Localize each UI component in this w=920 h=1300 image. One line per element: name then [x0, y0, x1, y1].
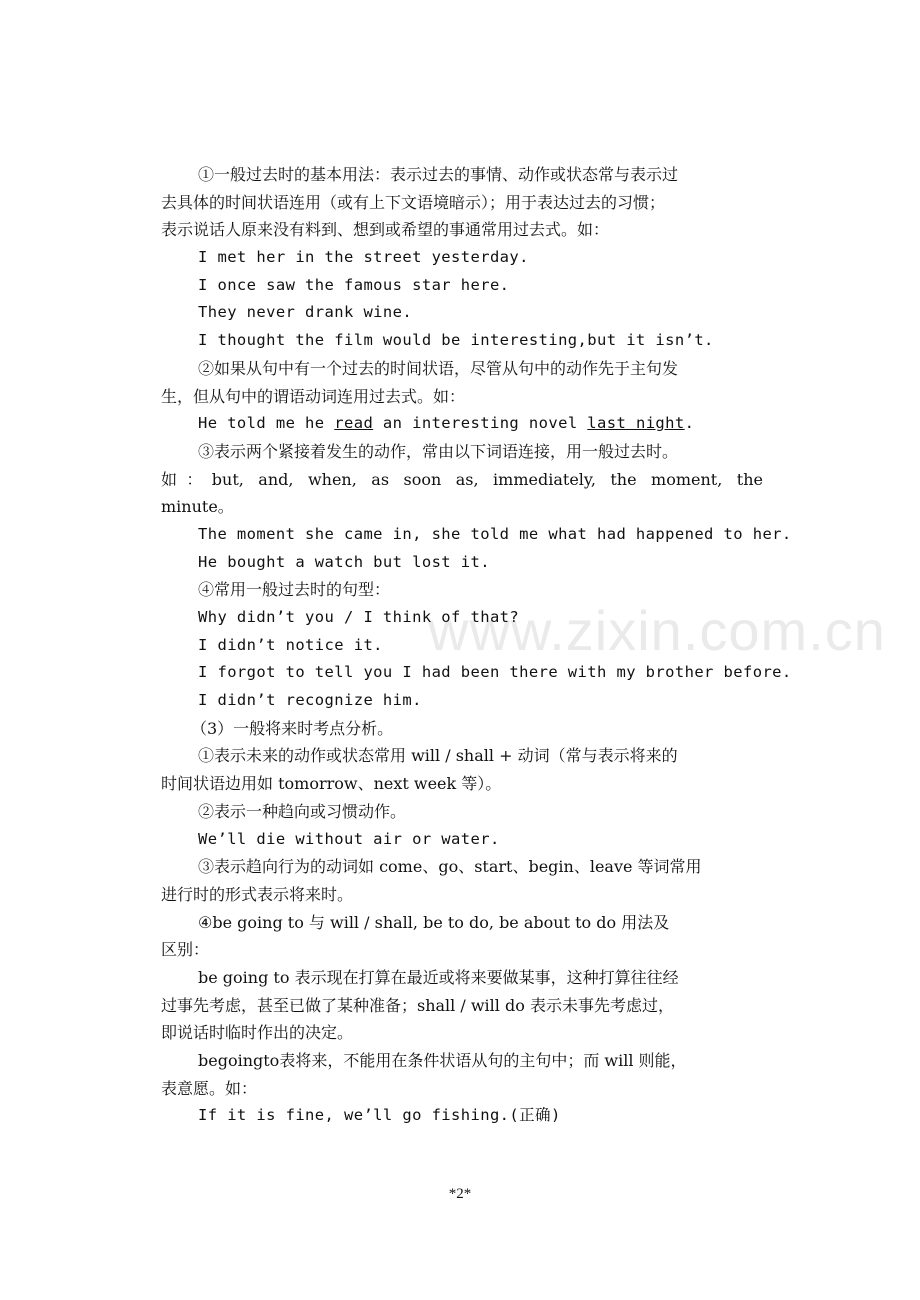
paragraph-line: 表示说话人原来没有料到、想到或希望的事通常用过去式。如：	[161, 220, 610, 240]
page-number: *2*	[448, 1186, 472, 1202]
example-sentence: The moment she came in, she told me what had happened to her.	[198, 524, 792, 543]
example-sentence: He bought a watch but lost it.	[198, 552, 490, 571]
example-sentence: I forgot to tell you I had been there with my brother before.	[198, 663, 792, 682]
document-body	[161, 161, 792, 1130]
paragraph-line: ③表示趋向行为的动词如 come、go、start、begin、leave 等词常用	[198, 857, 702, 877]
example-sentence: If it is fine, we’ll go fishing.(正确)	[198, 1106, 561, 1125]
example-sentence: We’ll die without air or water.	[198, 829, 500, 848]
example-sentence: They never drank wine.	[198, 303, 413, 322]
example-sentence: I thought the film would be interesting,but it isn’t.	[198, 331, 714, 350]
paragraph-line: 如：but, and, when, as soon as, immediately, the moment, the	[161, 469, 763, 489]
paragraph-line: minute。	[161, 497, 234, 517]
underlined-verb: read	[334, 414, 374, 433]
paragraph-line: ①表示未来的动作或状态常用 will / shall + 动词（常与表示将来的	[198, 746, 678, 766]
sentence-text: an interesting novel	[373, 414, 588, 433]
example-sentence: I didn’t recognize him.	[198, 691, 422, 710]
paragraph-line: 去具体的时间状语连用（或有上下文语境暗示）；用于表达过去的习惯；	[161, 192, 666, 212]
sentence-text: He told me he	[198, 414, 335, 433]
paragraph-line: ②如果从句中有一个过去的时间状语，尽管从句中的动作先于主句发	[198, 358, 679, 378]
paragraph-line: 时间状语边用如 tomorrow、next week 等）。	[161, 774, 502, 794]
example-sentence: I didn’t notice it.	[198, 635, 383, 654]
paragraph-line: be going to 表示现在打算在最近或将来要做某事，这种打算往往经	[198, 967, 679, 987]
paragraph-line: 区别：	[161, 940, 210, 960]
paragraph-line: ③表示两个紧接着发生的动作，常由以下词语连接，用一般过去时。	[198, 441, 679, 461]
paragraph-line: 进行时的形式表示将来时。	[161, 884, 354, 904]
example-sentence	[161, 410, 763, 438]
example-sentence: I once saw the famous star here.	[198, 275, 510, 294]
paragraph-line: ④常用一般过去时的句型：	[198, 580, 391, 600]
paragraph-line: 即说话时临时作出的决定。	[161, 1023, 354, 1043]
paragraph-line: ②表示一种趋向或习惯动作。	[198, 801, 407, 821]
sentence-text: .	[684, 414, 695, 433]
paragraph-line: ④be going to 与 will / shall, be to do, be about to do 用法及	[198, 912, 670, 932]
paragraph-line: 表意愿。如：	[161, 1078, 258, 1098]
watermark: www.zixin.com.cn	[428, 599, 886, 662]
underlined-time-adverbial: last night	[587, 414, 685, 433]
paragraph-line: 生，但从句中的谓语动词连用过去式。如：	[161, 386, 466, 406]
paragraph-line: begoingto表将来，不能用在条件状语从句的主句中；而 will 则能，	[198, 1051, 687, 1070]
paragraph-line: ①一般过去时的基本用法：表示过去的事情、动作或状态常与表示过	[198, 165, 679, 184]
example-sentence: I met her in the street yesterday.	[198, 248, 529, 267]
section-heading: （3）一般将来时考点分析。	[191, 718, 394, 738]
paragraph-line: 过事先考虑，甚至已做了某种准备；shall / will do 表示未事先考虑过，	[161, 995, 674, 1015]
example-sentence: Why didn’t you / I think of that?	[198, 608, 520, 626]
